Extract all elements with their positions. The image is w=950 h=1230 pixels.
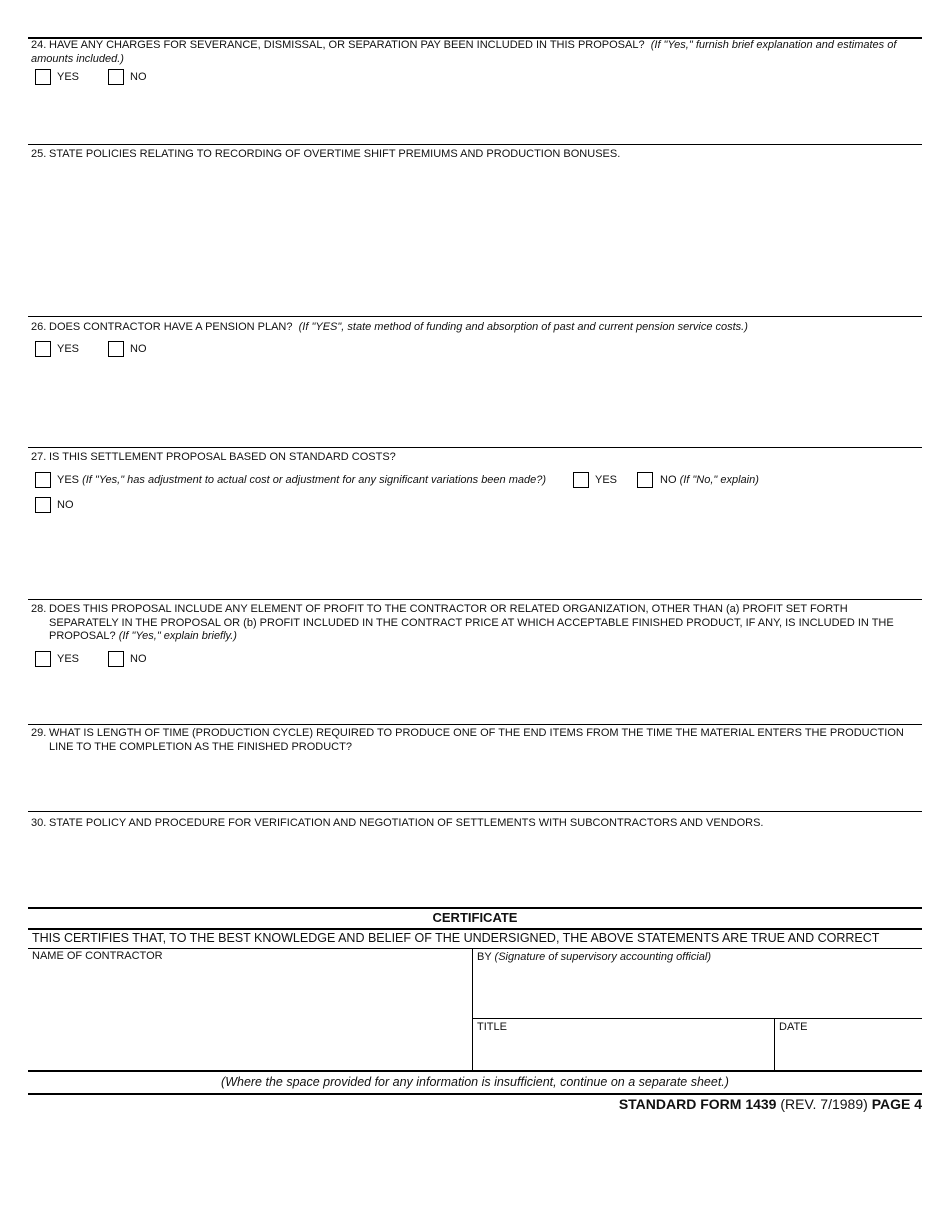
question-text: STATE POLICY AND PROCEDURE FOR VERIFICATION AND NEGOTIATION OF SETTLEMENTS WITH SUBCONTRACTORS AND VENDORS. xyxy=(49,817,764,829)
question-text: HAVE ANY CHARGES FOR SEVERANCE, DISMISSAL, OR SEPARATION PAY BEEN INCLUDED IN THIS PROPOSAL? xyxy=(49,39,645,51)
question-note: (If "Yes," furnish brief explanation and estimates of amounts included.) xyxy=(31,39,897,65)
q27-yes-text: YES xyxy=(57,474,80,486)
form-name: STANDARD FORM 1439 xyxy=(618,1096,777,1112)
section-divider xyxy=(28,811,922,812)
section-divider xyxy=(28,599,922,600)
q27-no-label: NO xyxy=(57,499,74,511)
certificate-statement: THIS CERTIFIES THAT, TO THE BEST KNOWLEDGE AND BELIEF OF THE UNDERSIGNED, THE ABOVE STATEMENTS ARE TRUE AND CORRECT xyxy=(32,931,880,945)
signature-field[interactable] xyxy=(473,948,922,1018)
continuation-note: (Where the space provided for any information is insufficient, continue on a separate sheet.) xyxy=(221,1075,729,1089)
question-text: DOES CONTRACTOR HAVE A PENSION PLAN? xyxy=(49,321,293,333)
q28-no-checkbox[interactable] xyxy=(108,651,124,667)
q27-adjustment-no-text: NO xyxy=(660,474,677,486)
page-number: PAGE 4 xyxy=(871,1096,922,1112)
q26-yes-label: YES xyxy=(57,343,80,355)
q24-yes-checkbox[interactable] xyxy=(35,69,51,85)
name-of-contractor-field[interactable] xyxy=(28,948,472,1071)
q27-yes-checkbox[interactable] xyxy=(35,472,51,488)
q27-adjustment-no-note: (If "No," explain) xyxy=(679,474,759,486)
question-24 xyxy=(31,39,917,66)
q27-no-checkbox[interactable] xyxy=(35,497,51,513)
footer-rule xyxy=(28,1093,922,1095)
question-number: 30. xyxy=(31,817,47,829)
section-divider xyxy=(28,316,922,317)
q24-yes-label: YES xyxy=(57,71,80,83)
question-number: 28. xyxy=(31,603,47,615)
section-divider xyxy=(28,447,922,448)
q27-adjustment-no-checkbox[interactable] xyxy=(637,472,653,488)
q27-adjustment-yes-label: YES xyxy=(595,474,618,486)
section-divider xyxy=(28,144,922,145)
certificate-top-rule xyxy=(28,907,922,909)
form-revision: (REV. 7/1989) xyxy=(780,1096,868,1112)
question-text: STATE POLICIES RELATING TO RECORDING OF OVERTIME SHIFT PREMIUMS AND PRODUCTION BONUSES. xyxy=(49,148,621,160)
form-identifier xyxy=(619,1096,922,1113)
question-number: 27. xyxy=(31,451,47,463)
question-number: 26. xyxy=(31,321,47,333)
q27-adjustment-yes-checkbox[interactable] xyxy=(573,472,589,488)
question-25 xyxy=(31,148,917,162)
certificate-title: CERTIFICATE xyxy=(432,910,518,925)
q27-adjustment-no-label xyxy=(660,474,759,487)
question-27 xyxy=(31,451,917,465)
question-body xyxy=(49,603,917,644)
q26-yes-checkbox[interactable] xyxy=(35,341,51,357)
question-text: WHAT IS LENGTH OF TIME (PRODUCTION CYCLE) REQUIRED TO PRODUCE ONE OF THE END ITEMS FROM THE TIME THE MATERIAL ENTERS THE PRODUCTION LINE TO THE COMPLETION AS THE FINISHED PRODUCT? xyxy=(49,727,904,753)
date-field[interactable] xyxy=(775,1019,922,1071)
question-number: 24. xyxy=(31,39,47,51)
q27-yes-label xyxy=(57,474,546,487)
q24-no-checkbox[interactable] xyxy=(108,69,124,85)
question-29 xyxy=(31,727,917,754)
question-26 xyxy=(31,321,917,335)
q28-yes-checkbox[interactable] xyxy=(35,651,51,667)
by-label-text: BY xyxy=(477,951,492,963)
question-number: 29. xyxy=(31,727,47,739)
question-text: DOES THIS PROPOSAL INCLUDE ANY ELEMENT OF PROFIT TO THE CONTRACTOR OR RELATED ORGANIZATION, OTHER THAN (a) PROFIT SET FORTH SEPARATELY IN THE PROPOSAL OR (b) PROFIT INCLUDED IN THE CONTRACT PRICE AT WHICH ACCEPTABLE FINISHED PRODUCT, IF ANY, IS INCLUDED IN THE PROPOSAL? xyxy=(49,603,894,642)
certificate-divider xyxy=(28,928,922,930)
date-label: DATE xyxy=(779,1021,808,1033)
certificate-bottom-rule xyxy=(28,1070,922,1072)
q26-no-label: NO xyxy=(130,343,147,355)
q26-no-checkbox[interactable] xyxy=(108,341,124,357)
by-label-note: (Signature of supervisory accounting official) xyxy=(494,951,711,963)
q28-yes-label: YES xyxy=(57,653,80,665)
question-text: IS THIS SETTLEMENT PROPOSAL BASED ON STANDARD COSTS? xyxy=(49,451,396,463)
question-30 xyxy=(31,817,917,831)
title-field[interactable] xyxy=(473,1019,774,1071)
question-note: (If "YES", state method of funding and absorption of past and current pension service costs.) xyxy=(298,321,748,333)
q24-no-label: NO xyxy=(130,71,147,83)
question-number: 25. xyxy=(31,148,47,160)
question-28 xyxy=(31,603,917,644)
name-of-contractor-label: NAME OF CONTRACTOR xyxy=(32,950,163,962)
question-note: (If "Yes," explain briefly.) xyxy=(118,630,237,642)
q28-no-label: NO xyxy=(130,653,147,665)
section-divider xyxy=(28,724,922,725)
title-label: TITLE xyxy=(477,1021,507,1033)
q27-yes-note: (If "Yes," has adjustment to actual cost or adjustment for any significant variations been made?) xyxy=(82,474,547,486)
